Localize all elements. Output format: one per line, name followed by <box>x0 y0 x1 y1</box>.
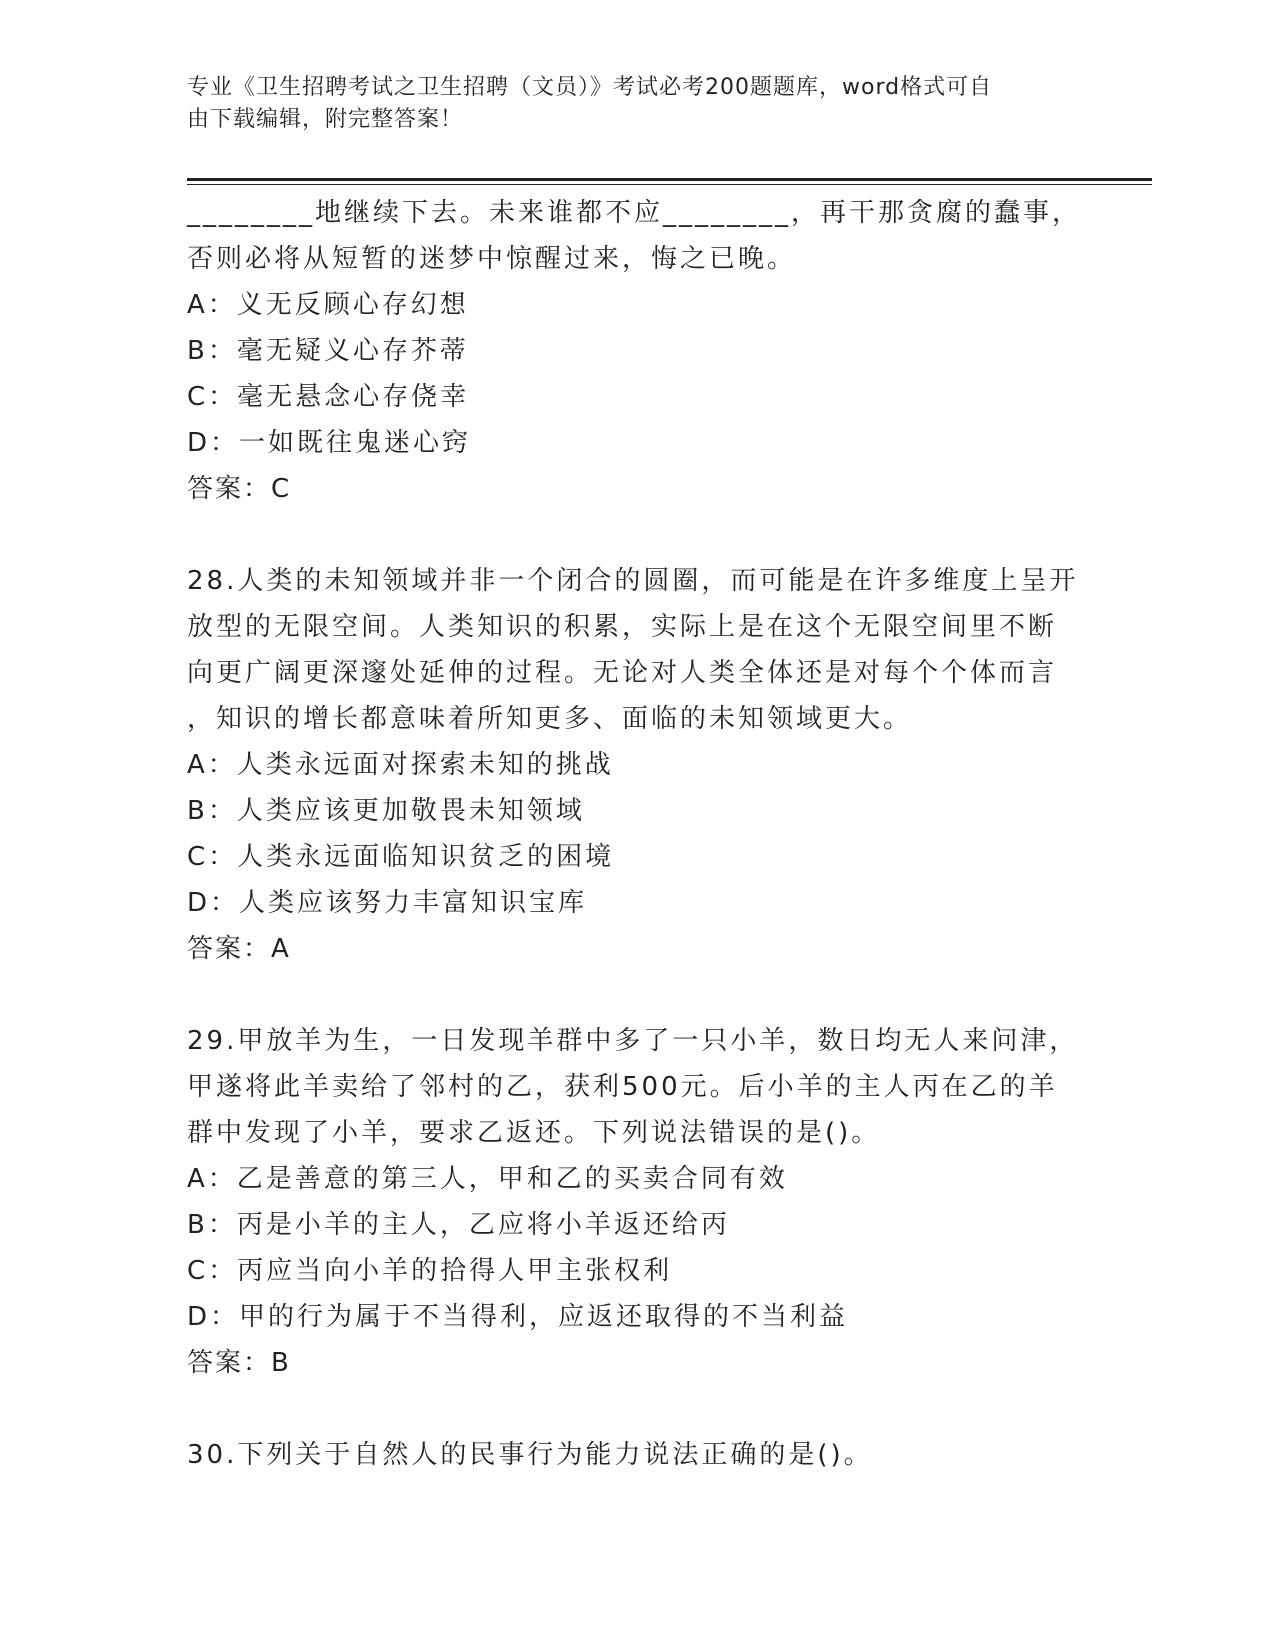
question-28-stem-line: ，知识的增长都意味着所知更多、面临的未知领域更大。 <box>187 704 913 734</box>
question-27-stem-line: 否则必将从短暂的迷梦中惊醒过来，悔之已晚。 <box>187 244 797 274</box>
header-rule-thick <box>187 178 1152 181</box>
question-29-option-b: B：丙是小羊的主人，乙应将小羊返还给丙 <box>187 1210 730 1240</box>
header-rule-thin <box>187 184 1152 185</box>
question-27 <box>187 190 1087 512</box>
document-header <box>187 72 1067 136</box>
question-29-option-c: C：丙应当向小羊的拾得人甲主张权利 <box>187 1256 673 1286</box>
question-29 <box>187 1018 1087 1386</box>
question-27-option-c: C：毫无悬念心存侥幸 <box>187 382 470 412</box>
question-28-option-b: B：人类应该更加敬畏未知领域 <box>187 796 585 826</box>
header-line-1: 专业《卫生招聘考试之卫生招聘（文员）》考试必考200题题库，word格式可自 <box>187 75 993 100</box>
question-30-stem-line: 30.下列关于自然人的民事行为能力说法正确的是()。 <box>187 1440 873 1470</box>
question-27-stem-line: ________地继续下去。未来谁都不应________，再干那贪腐的蠢事， <box>187 198 1082 228</box>
question-29-stem-line: 29.甲放羊为生，一日发现羊群中多了一只小羊，数日均无人来问津， <box>187 1026 1079 1056</box>
question-28-answer: 答案：A <box>187 934 291 964</box>
question-29-option-a: A：乙是善意的第三人，甲和乙的买卖合同有效 <box>187 1164 788 1194</box>
question-28-stem-line: 放型的无限空间。人类知识的积累，实际上是在这个无限空间里不断 <box>187 612 1058 642</box>
question-28-option-d: D：人类应该努力丰富知识宝库 <box>187 888 588 918</box>
question-30 <box>187 1432 1087 1478</box>
question-29-option-d: D：甲的行为属于不当得利，应返还取得的不当利益 <box>187 1302 849 1332</box>
question-28-option-c: C：人类永远面临知识贫乏的困境 <box>187 842 615 872</box>
question-29-stem-line: 甲遂将此羊卖给了邻村的乙，获利500元。后小羊的主人丙在乙的羊 <box>187 1072 1058 1102</box>
question-27-answer: 答案：C <box>187 474 292 504</box>
question-27-option-a: A：义无反顾心存幻想 <box>187 290 469 320</box>
question-gap <box>187 512 1087 558</box>
question-29-answer: 答案：B <box>187 1348 291 1378</box>
question-27-option-d: D：一如既往鬼迷心窍 <box>187 428 472 458</box>
question-28-stem-line: 28.人类的未知领域并非一个闭合的圆圈，而可能是在许多维度上呈开 <box>187 566 1079 596</box>
question-28 <box>187 558 1087 972</box>
question-28-option-a: A：人类永远面对探索未知的挑战 <box>187 750 614 780</box>
question-29-stem-line: 群中发现了小羊，要求乙返还。下列说法错误的是()。 <box>187 1118 881 1148</box>
question-gap <box>187 972 1087 1018</box>
questions-content <box>187 190 1087 1478</box>
question-28-stem-line: 向更广阔更深邃处延伸的过程。无论对人类全体还是对每个个体而言 <box>187 658 1058 688</box>
header-line-2: 由下载编辑，附完整答案！ <box>187 107 464 132</box>
question-27-option-b: B：毫无疑义心存芥蒂 <box>187 336 469 366</box>
question-gap <box>187 1386 1087 1432</box>
